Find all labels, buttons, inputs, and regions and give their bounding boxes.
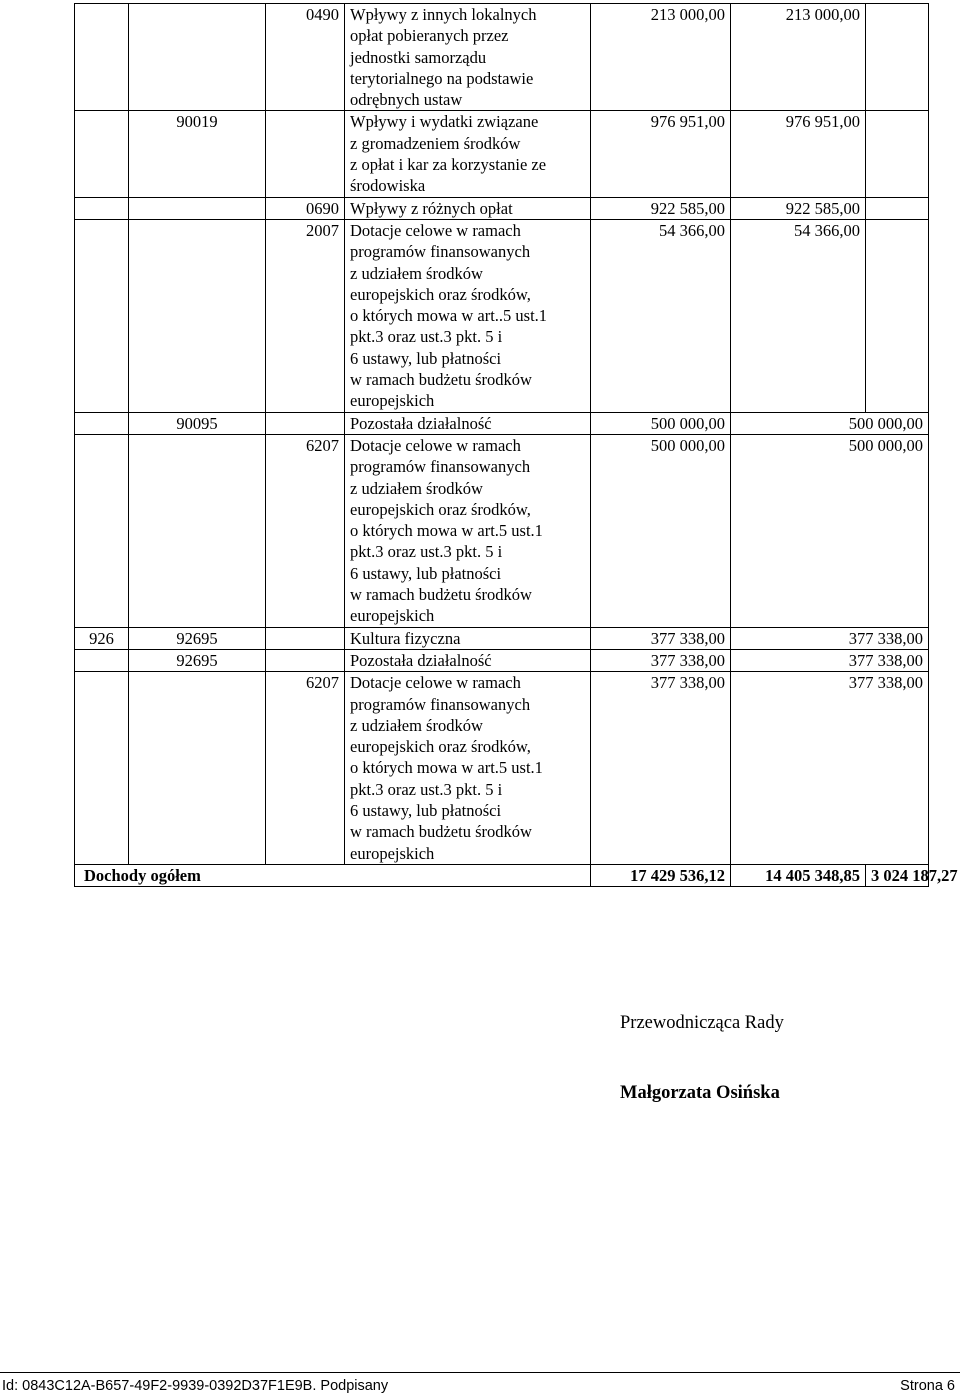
wykonanie-b-cell [866, 197, 929, 219]
dzial-cell [75, 4, 129, 111]
description-line: europejskich [350, 606, 435, 626]
wykonanie-b-cell [866, 219, 929, 412]
dzial-cell [75, 672, 129, 865]
description-line: programów finansowanych [350, 457, 531, 477]
description-line: 6 ustawy, lub płatności [350, 348, 502, 368]
wykonanie-b-cell: 377 338,00 [731, 672, 929, 865]
signature-name: Małgorzata Osińska [620, 1083, 780, 1103]
description-line: z gromadzeniem środków [350, 133, 521, 153]
description-line: Dotacje celowe w ramach [350, 673, 521, 693]
description-line: 6 ustawy, lub płatności [350, 800, 502, 820]
description-cell [345, 649, 591, 671]
description-cell [345, 627, 591, 649]
rozdzial-cell: 92695 [129, 649, 266, 671]
paragraf-cell: 0490 [266, 4, 345, 111]
description-line: europejskich [350, 391, 435, 411]
description-line: Wpływy z różnych opłat [350, 198, 513, 218]
paragraf-cell: 0690 [266, 197, 345, 219]
wykonanie-a-cell: 922 585,00 [731, 197, 866, 219]
rozdzial-cell: 90019 [129, 111, 266, 197]
wykonanie-b-cell: 377 338,00 [731, 627, 929, 649]
table-row [75, 412, 929, 434]
paragraf-cell [266, 627, 345, 649]
total-plan: 17 429 536,12 [591, 864, 731, 886]
wykonanie-b-cell [866, 4, 929, 111]
description-line: europejskich oraz środków, [350, 737, 531, 757]
description-line: europejskich oraz środków, [350, 284, 531, 304]
document-id: Id: 0843C12A-B657-49F2-9939-0392D37F1E9B. Podpisany [2, 1378, 389, 1394]
paragraf-cell [266, 412, 345, 434]
paragraf-cell: 2007 [266, 219, 345, 412]
description-line: o których mowa w art.5 ust.1 [350, 521, 543, 541]
dzial-cell [75, 219, 129, 412]
description-line: w ramach budżetu środków [350, 585, 532, 605]
description-line: z udziałem środków [350, 263, 483, 283]
paragraf-cell: 6207 [266, 672, 345, 865]
description-line: Wpływy z innych lokalnych [350, 5, 537, 24]
paragraf-cell [266, 111, 345, 197]
description-line: w ramach budżetu środków [350, 370, 532, 390]
plan-cell: 213 000,00 [591, 4, 731, 111]
budget-table [74, 3, 958, 887]
wykonanie-b-cell: 500 000,00 [731, 434, 929, 627]
dzial-cell [75, 649, 129, 671]
description-cell [345, 219, 591, 412]
dzial-cell [75, 111, 129, 197]
description-line: pkt.3 oraz ust.3 pkt. 5 i [350, 779, 503, 799]
description-line: o których mowa w art..5 ust.1 [350, 306, 548, 326]
description-line: Dotacje celowe w ramach [350, 220, 521, 240]
description-line: pkt.3 oraz ust.3 pkt. 5 i [350, 542, 503, 562]
description-line: opłat pobieranych przez [350, 26, 509, 46]
description-line: programów finansowanych [350, 694, 531, 714]
total-wykonanie-b: 3 024 187,27 [866, 864, 929, 886]
plan-cell: 377 338,00 [591, 627, 731, 649]
description-line: z udziałem środków [350, 715, 483, 735]
dzial-cell [75, 412, 129, 434]
dzial-cell [75, 434, 129, 627]
signature-role: Przewodnicząca Rady [620, 1013, 784, 1033]
table-row [75, 672, 929, 865]
rozdzial-cell [129, 434, 266, 627]
total-wykonanie-a: 14 405 348,85 [731, 864, 866, 886]
description-line: Pozostała działalność [350, 650, 492, 670]
paragraf-cell: 6207 [266, 434, 345, 627]
description-line: w ramach budżetu środków [350, 822, 532, 842]
description-line: europejskich oraz środków, [350, 499, 531, 519]
description-line: środowiska [350, 176, 426, 196]
wykonanie-b-cell: 377 338,00 [731, 649, 929, 671]
description-line: z opłat i kar za korzystanie ze [350, 155, 547, 175]
rozdzial-cell [129, 219, 266, 412]
description-cell [345, 434, 591, 627]
description-cell [345, 412, 591, 434]
plan-cell: 377 338,00 [591, 672, 731, 865]
plan-cell: 54 366,00 [591, 219, 731, 412]
plan-cell: 377 338,00 [591, 649, 731, 671]
description-line: Pozostała działalność [350, 413, 492, 433]
table-row [75, 434, 929, 627]
description-line: programów finansowanych [350, 242, 531, 262]
table-row [75, 219, 929, 412]
paragraf-cell [266, 649, 345, 671]
description-line: europejskich [350, 843, 435, 863]
page-number: Strona 6 [900, 1378, 955, 1394]
description-line: jednostki samorządu [350, 47, 487, 67]
wykonanie-b-cell: 500 000,00 [731, 412, 929, 434]
budget-table-body [75, 4, 958, 887]
table-row [75, 111, 929, 197]
wykonanie-b-cell [866, 111, 929, 197]
plan-cell: 922 585,00 [591, 197, 731, 219]
description-line: o których mowa w art.5 ust.1 [350, 758, 543, 778]
description-line: terytorialnego na podstawie [350, 68, 534, 88]
footer-divider [0, 1372, 960, 1373]
description-line: z udziałem środków [350, 478, 483, 498]
rozdzial-cell: 92695 [129, 627, 266, 649]
total-label: Dochody ogółem [75, 864, 591, 886]
table-row [75, 649, 929, 671]
wykonanie-a-cell: 213 000,00 [731, 4, 866, 111]
description-cell [345, 672, 591, 865]
description-line: Dotacje celowe w ramach [350, 435, 521, 455]
description-cell [345, 197, 591, 219]
description-line: pkt.3 oraz ust.3 pkt. 5 i [350, 327, 503, 347]
plan-cell: 976 951,00 [591, 111, 731, 197]
wykonanie-a-cell: 976 951,00 [731, 111, 866, 197]
plan-cell: 500 000,00 [591, 434, 731, 627]
table-row [75, 627, 929, 649]
rozdzial-cell [129, 672, 266, 865]
description-cell [345, 111, 591, 197]
wykonanie-a-cell: 54 366,00 [731, 219, 866, 412]
total-row [75, 864, 929, 886]
rozdzial-cell [129, 4, 266, 111]
rozdzial-cell [129, 197, 266, 219]
description-line: Kultura fizyczna [350, 628, 461, 648]
table-row [75, 4, 929, 111]
table-row [75, 197, 929, 219]
rozdzial-cell: 90095 [129, 412, 266, 434]
dzial-cell [75, 197, 129, 219]
description-line: 6 ustawy, lub płatności [350, 563, 502, 583]
dzial-cell: 926 [75, 627, 129, 649]
description-cell [345, 4, 591, 111]
description-line: odrębnych ustaw [350, 90, 463, 110]
page-footer [2, 1378, 955, 1394]
description-line: Wpływy i wydatki związane [350, 112, 539, 132]
plan-cell: 500 000,00 [591, 412, 731, 434]
